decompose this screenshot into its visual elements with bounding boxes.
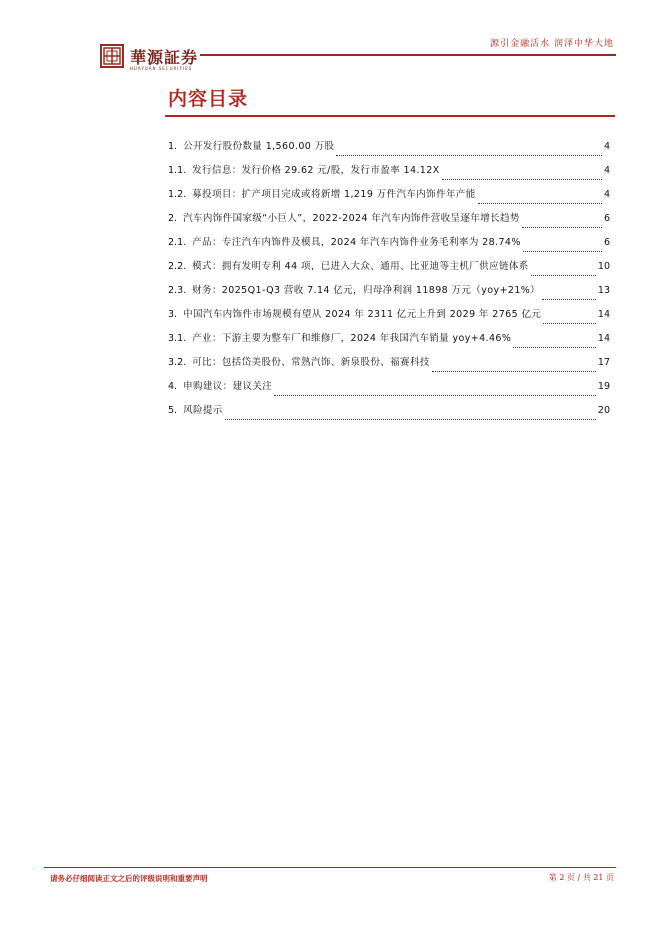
toc-leader-dots: [432, 364, 596, 372]
toc-entry-text: 财务：2025Q1-Q3 营收 7.14 亿元，归母净利润 11898 万元（yoy+21%）: [192, 285, 541, 296]
toc-entry-page: 19: [597, 381, 610, 392]
toc-leader-dots: [543, 316, 596, 324]
toc-entry-page: 4: [603, 141, 610, 152]
toc-entry-text: 募投项目：扩产项目完成或将新增 1,219 万件汽车内饰件年产能: [192, 189, 476, 200]
toc-entry-text: 中国汽车内饰件市场规模有望从 2024 年 2311 亿元上升到 2029 年 2765 亿元: [183, 309, 542, 320]
toc-entry[interactable]: [168, 210, 610, 234]
header-slogan: 源引金融活水 润泽中华大地: [490, 39, 614, 49]
toc-entry[interactable]: [168, 138, 610, 162]
toc-entry-number: 1.1.: [168, 165, 187, 176]
toc-leader-dots: [442, 172, 602, 180]
toc-entry-page: 14: [597, 309, 610, 320]
toc-entry-page: 4: [603, 189, 610, 200]
toc-entry-number: 2.1.: [168, 237, 187, 248]
toc-leader-dots: [478, 196, 602, 204]
toc-entry-number: 5.: [168, 405, 178, 416]
toc-leader-dots: [522, 220, 602, 228]
toc-entry-page: 17: [597, 357, 610, 368]
footer-divider: [44, 867, 616, 868]
toc-entry-text: 可比：包括岱美股份、常熟汽饰、新泉股份、福赛科技: [192, 357, 430, 368]
toc-entry-page: 14: [597, 333, 610, 344]
logo-name: 華源証券: [130, 48, 199, 67]
toc-entry[interactable]: [168, 186, 610, 210]
header-divider: [200, 54, 616, 56]
toc-entry-text: 公开发行股份数量 1,560.00 万股: [183, 141, 335, 152]
toc-leader-dots: [336, 148, 602, 156]
logo-subtitle: HUAYUAN SECURITIES: [130, 66, 193, 71]
toc-leader-dots: [531, 268, 596, 276]
toc-entry-page: 13: [597, 285, 610, 296]
toc-entry-number: 3.2.: [168, 357, 187, 368]
toc-entry[interactable]: [168, 354, 610, 378]
toc-entry-number: 2.2.: [168, 261, 187, 272]
toc-entry-text: 汽车内饰件国家级“小巨人”，2022-2024 年汽车内饰件营收呈逐年增长趋势: [183, 213, 520, 224]
toc-entry-text: 申购建议：建议关注: [183, 381, 273, 392]
toc-entry[interactable]: [168, 378, 610, 402]
toc-entry-text: 模式：拥有发明专利 44 项，已进入大众、通用、比亚迪等主机厂供应链体系: [192, 261, 529, 272]
toc-entry-text: 风险提示: [183, 405, 223, 416]
toc-entry-text: 产品：专注汽车内饰件及模具，2024 年汽车内饰件业务毛利率为 28.74%: [192, 237, 521, 248]
toc-entry-page: 6: [603, 213, 610, 224]
title-divider: [165, 115, 615, 117]
toc-entry-text: 产业：下游主要为整车厂和维修厂，2024 年我国汽车销量 yoy+4.46%: [192, 333, 512, 344]
toc-leader-dots: [523, 244, 602, 252]
toc-entry-number: 3.: [168, 309, 178, 320]
toc-entry[interactable]: [168, 234, 610, 258]
toc-entry[interactable]: [168, 258, 610, 282]
toc-entry-page: 10: [597, 261, 610, 272]
toc-leader-dots: [225, 412, 596, 420]
page-header: [0, 0, 662, 80]
toc-entry-page: 6: [603, 237, 610, 248]
toc-entry-number: 3.1.: [168, 333, 187, 344]
toc-entry-number: 4.: [168, 381, 178, 392]
toc-entry[interactable]: [168, 162, 610, 186]
toc-entry-page: 20: [597, 405, 610, 416]
huayuan-seal-icon: [100, 44, 124, 68]
toc-entry-number: 2.3.: [168, 285, 187, 296]
table-of-contents: [168, 138, 610, 426]
toc-entry-number: 1.2.: [168, 189, 187, 200]
toc-entry[interactable]: [168, 402, 610, 426]
toc-entry-number: 1.: [168, 141, 178, 152]
page-number: 第 2 页 / 共 21 页: [548, 873, 614, 882]
toc-entry-page: 4: [603, 165, 610, 176]
toc-leader-dots: [274, 388, 596, 396]
footer-disclaimer: 请务必仔细阅读正文之后的评级说明和重要声明: [50, 874, 208, 883]
toc-entry[interactable]: [168, 306, 610, 330]
toc-leader-dots: [542, 292, 596, 300]
page-title: 内容目录: [168, 88, 249, 110]
toc-leader-dots: [513, 340, 596, 348]
toc-entry-number: 2.: [168, 213, 178, 224]
toc-entry[interactable]: [168, 330, 610, 354]
toc-entry-text: 发行信息：发行价格 29.62 元/股，发行市盈率 14.12X: [192, 165, 440, 176]
toc-entry[interactable]: [168, 282, 610, 306]
